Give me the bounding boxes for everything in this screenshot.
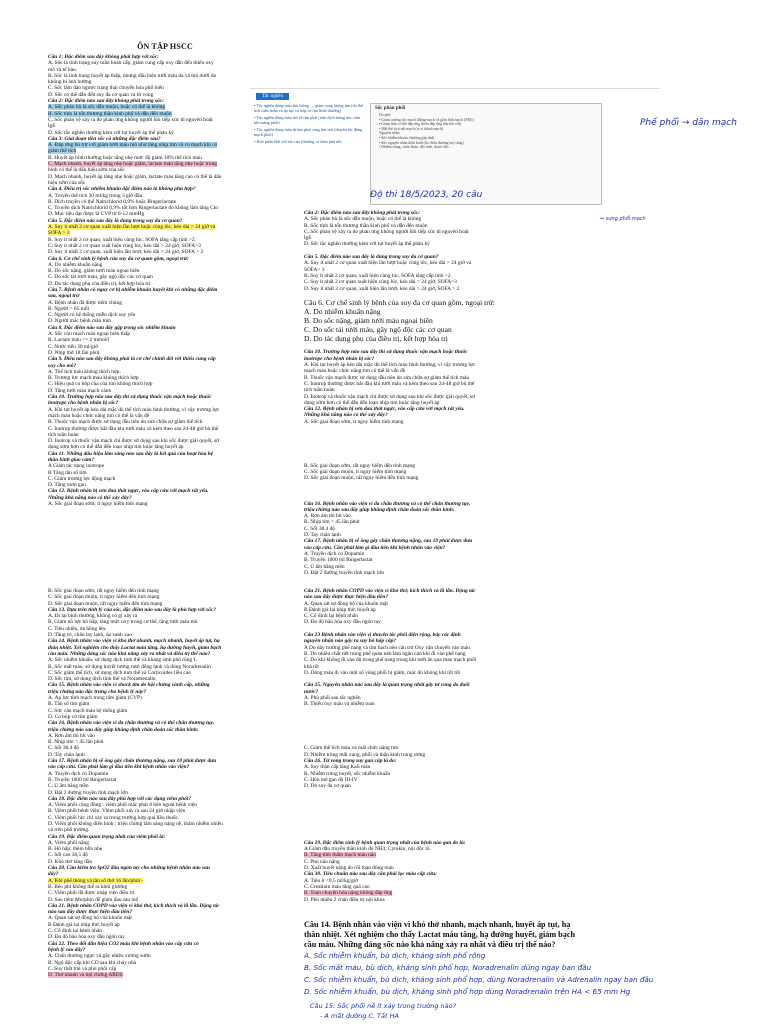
text-run: D. Inotrop và thuốc vận mạch chỉ được sử dụng sau khi sốc được giải quyết, sử (304, 393, 475, 400)
handwritten-answer: A. Sốc nhiễm khuẩn, bù dịch, kháng sinh phổ rộng (304, 951, 486, 960)
text-run: B. Sốc giai đoạn sớm, rất nguy hiểm đến tính mạng (304, 462, 415, 469)
question-14-enlarged (304, 920, 734, 950)
text-run: inotrope cho bệnh nhân bị sốc? (48, 400, 119, 407)
text-run: mạch máu hoặc chức năng tim có thể là vấn đề (48, 412, 150, 419)
text-run: C. Hiệu quả co bóp của của tim không thích hợp (48, 381, 153, 388)
text-run: Những khả năng nào có thể xảy đây? (48, 494, 132, 501)
text-run: B. Hô hấp: thêm hỗn nhẹ (48, 846, 103, 853)
handwritten-answer: B. Sốc mất máu, bù dịch, kháng sinh phổ hợp, Noradrenalin dùng ngay ban đầu (304, 963, 592, 972)
text-run (304, 444, 305, 450)
text-run: A. Truyền dịch có Dopamin (304, 550, 365, 557)
page1-right-column (304, 210, 534, 576)
text-run: B. Sốc tính là tổn thương thần kinh phổ và dẫn đến muộn (304, 222, 428, 229)
text-run: A. Sốc là tình trạng suy tuần hoàn cấp, giảm cung cấp oxy dẫn đến thiếu oxy (48, 60, 214, 67)
text-run: D. Sốc giai đoạn muộn, rất nguy hiểm đến tính mạng (48, 600, 163, 607)
text-run (304, 450, 305, 456)
page1-left-column (48, 54, 283, 507)
text-run: C. Suy ít nhất 2 cơ quan xuất hiện cùng lúc, kéo dài > 24 giờ, SOFA>3 (48, 242, 201, 249)
text-run: Câu 13. Dựa trên tính lý của sốc, đặc điểm nào sau đây là phù hợp với sốc? (48, 606, 216, 613)
text-run: Câu 21. Bệnh nhân COPD vào viện vì khó thở, kích thích và lẫ lẫn. Động tác (48, 902, 220, 909)
text-run: B. Người > 65 tuổi (48, 305, 90, 312)
text-run: D. Inotrop và thuốc vận mạch chỉ được sử dụng sau khi sốc được giải quyết, sử (48, 438, 219, 445)
text-run: đây? (48, 871, 59, 878)
question-line: cầu máu. Những đáng sốc nào khả năng xảy ra nhất và điều trị thế nào? (304, 940, 556, 949)
text-run (304, 720, 305, 726)
text-run: C. Sốc giai đoạn muộn, ít nguy hiểm đến tính mạng (48, 594, 160, 601)
page2-right-column (304, 588, 534, 903)
text-run: Câu 30. Tiêu chuẩn nào sau đây căn phải lọc máu cấp cứu: (304, 871, 437, 878)
slide-box-item: • Sốc nguyên nhân thần kinh (do chấn thương tuỷ sống) (379, 140, 464, 145)
text-run: C. Creatinin máu tăng quá cao (304, 883, 370, 890)
text-run: C. Do khí không đi vào đủ trong phế nang trong khi tưới ăn qua mao mạch phổi (304, 657, 477, 664)
text-run: C. Sốt 38,4 độ (48, 745, 80, 752)
text-run: Câu 20. Cần kiểm tra SpO2 đầu ngón tay cho những bệnh nhân nào sau (48, 865, 210, 872)
text-run (304, 727, 305, 733)
text-run: triệu chứng nào đặc trưng cho bệnh lý này? (48, 688, 147, 695)
text-run: D. Tay chân lạnh (48, 751, 85, 758)
text-run: B. Do nhiều chất tiết trong phế quản nên làm ngăn cản khí đi vào phế nang (304, 650, 466, 657)
handwritten-answers (304, 950, 734, 998)
slide-bullet: • Tắc nghẽn dòng máu từ tim phải sang tim trái (thuyên tắc động mạch phổi) (254, 127, 363, 137)
text-run: A. Truyền thể tích 30 ml/kg trong 3 giờ đầu (48, 192, 143, 199)
text-run: A. Suy thận cấp tăng Kali máu (304, 764, 371, 771)
text-run (304, 827, 305, 833)
text-run: oxy cho mô? (48, 362, 77, 369)
slide-box-item: Nguyên nhân: (379, 131, 401, 136)
text-run: B. Sốc giai đoạn sớm, rất nguy hiểm đến tính mạng (48, 588, 159, 594)
text-run: B. Sốc tính là tổn thương thần kinh phổ và dẫn đến muộn (48, 110, 172, 117)
slide-bullets (254, 103, 364, 146)
text-run: D. Do tác dụng phụ của điều trị, kết hợp hóa trị (48, 280, 151, 287)
text-run: D. Tay chân lạnh (304, 532, 341, 539)
text-run: A. Sốc giai đoạn sớm, ít nguy hiểm tính mạng (48, 501, 148, 508)
slide-tag: Tắc nghẽn (256, 93, 289, 100)
text-run: D. Mạch nhanh, huyết áp tăng nhẹ hoặc giảm, lactate máu tăng cao có thể là dấu (48, 173, 222, 180)
text-run: Câu 1: Đặc điểm sau đây không phải hợp với sốc: (48, 54, 159, 60)
text-run: D. Phù nhiều 2 chân điều trị nội khoa (304, 896, 385, 903)
text-run: C. Inotrop thường được bắt đầu khi tưới máu và kèm theo sau 24-48 giờ bù thể (48, 425, 219, 432)
document-page-1 (40, 40, 740, 576)
text-run (304, 821, 305, 827)
text-run: Câu 16. Bệnh nhân vào viện vì đa chấn thương và có thể chấn thương tụy, (48, 720, 215, 727)
text-run: B. Do sốc nặng, giảm tưới máu ngoại biên (48, 268, 140, 275)
text-run: D. Xuất huyết nặng do rối loạn đông máu (304, 865, 394, 872)
text-line (48, 501, 283, 507)
slide-box-item: • Sốc nhiễm khuẩn, thường gặp nhất (379, 135, 435, 140)
text-run: cầu máu. Những đáng sốc nào khả năng xảy ra nhất và điều trị thế nào? (48, 650, 211, 657)
text-run: Câu 14. Bệnh nhân vào viện vì khó thở nhanh, mạch nhanh, huyết áp tụt, hạ (48, 638, 220, 645)
text-run: C. Do sốc tái tưới máu, gây ngộ độc các cơ quan (48, 274, 153, 281)
text-run: C. Viêm phổi hít: chỉ xảy ra trong trường hợp quá liều thuốc. (48, 814, 180, 821)
text-run: Câu 2: Đặc điểm nào sau đây không phải trong sốc: (48, 98, 164, 105)
text-run: D. Thở nhanh và hội chứng ARDS (48, 972, 123, 979)
text-run: D. Do suy đa cơ quan (304, 783, 351, 790)
text-run: D. Sốc tim, sử dụng dịch tinh thể và Noradrenalin (48, 676, 156, 683)
slide-box-item: • Mất thể tích nội mạch (rò rỉ thành mạch) (379, 126, 444, 131)
text-run (304, 494, 305, 500)
text-run: Câu 17. Bệnh nhân bị sẽ ông gây chấn thương nặng, sau 10 phút được đưa (304, 538, 473, 545)
text-run: Câu 8. Đặc điểm nào sau đây gặp trong sốc nhiễm khuẩn (48, 324, 176, 331)
text-run: D. Khó thở tăng dần (48, 858, 93, 865)
text-run: Câu 6. Cơ chế sinh lý bệnh của suy đa cơ quan gồm, ngoại trừ: (48, 255, 189, 262)
text-run (304, 708, 305, 714)
text-run: A. Do nhiễm khuẩn nặng (48, 261, 103, 268)
text-run (304, 815, 305, 821)
text-run: triệu chứng nào sau đây giúp khẳng định chẩn đoán sốc thần kinh: (304, 506, 455, 513)
slide-box-items (371, 113, 601, 150)
text-run: C. Ủ ấm bằng mền (48, 783, 89, 790)
text-run: Câu 21. Bệnh nhân COPD vào viện vì khó thở, kích thích và lẫ lẫn. Động tác (304, 588, 476, 594)
text-run: Câu 16. Bệnh nhân vào viện vì đa chấn thương và có thể chấn thương tụy, (304, 500, 471, 507)
text-run: tích tuần hoàn (48, 431, 79, 438)
text-run: D. Mục tiêu đạt được là CVP từ 8-12 mmHg (48, 211, 145, 218)
text-run: A. Quan sát sự đồng bộ của khuôn mặt (48, 915, 132, 922)
handwritten-note: Độ thi 18/5/2023, 20 câu (370, 190, 483, 200)
text-run: C. Sốc làm đảo ngược trạng thái chuyển hóa phổ biến (48, 85, 164, 92)
text-run: C. Giảm thể tích máu và mất chức năng tim (304, 745, 399, 752)
handwritten-answer: D. Sốc nhiễm khuẩn, bù dịch, kháng sinh phổ hợp dùng Noradrenalin trên HA < 65 mm Hg (304, 987, 631, 996)
document-page-2 (40, 578, 740, 1024)
text-run (304, 733, 305, 739)
text-run: B. Suy ít nhất 2 cơ quan, xuất hiện cùng lúc, SOFA tăng cấp tính >2. (304, 272, 452, 279)
handwritten-note: Câu 15: Sốc phổi nề ít xảy trong trường nào? (310, 1002, 457, 1010)
text-run: B. Viêm phổi bệnh viện: Viêm phổi xảy ra sau 24 giờ nhập viện (48, 808, 186, 815)
text-run (304, 626, 305, 632)
text-run: B. Do sốc nặng, giảm tưới máu ngoại biên (304, 316, 433, 326)
text-run: giảm thể tích (48, 148, 77, 155)
text-run: bình có thể là dấu hiệu sớm của sốc (48, 167, 125, 174)
text-run: B, Sốc mất máu, sử dụng huyết tương tươi đông lạnh và dùng Noradrenalin (48, 663, 211, 670)
text-run: D. Suy ít nhất 2 cơ quan, xuất hiện lần lượt, kéo dài > 24 giờ, SOFA > 2 (304, 285, 460, 292)
text-run: A. Rơn âm thì hít vào (48, 732, 95, 739)
text-run: A. Thể tích máu không thích hợp. (48, 368, 121, 375)
text-run: C. Phù não nặng (304, 858, 340, 865)
text-run: A Giảm tác dụng inotrope (48, 463, 104, 470)
text-run: A. Sốc giai đoạn sớm, ít nguy hiểm tính mạng (304, 418, 404, 425)
handwritten-answer: C. Sốc nhiễm khuẩn, bù dịch, kháng sinh phổ hợp, dùng Noradrenalin và Adrenalin ngay ban đầu (304, 975, 654, 984)
text-run: vào cấp cứu. Cần phải làm gì đầu tiên khi bệnh nhân vào viện? (304, 544, 446, 551)
text-run: nào sau đây được thực hiện đầu tiên? (304, 594, 389, 601)
text-run: Câu 7. Bệnh nhân có nguy cơ bị nhiễm khuẩn huyết khi có những đặc điểm (48, 286, 218, 293)
handwritten-note: - A mất dưỡng C. Tắt HA (320, 1012, 399, 1020)
text-run: D. Nhịp thở 18 lần phút (48, 349, 100, 356)
text-run: C. Mạch nhanh, huyết áp tăng nhẹ hoặc giảm, lactate máu tăng nhẹ hoặc trung (48, 161, 217, 168)
text-run: C. Sốc phản vệ xảy ra do phản ứng không người khi tiếp xúc dị nguyên hoặc (48, 116, 214, 123)
text-run: Câu 12. Bệnh nhân bị sơn đau thắt ngực, vào cấp cứu với mạch rất yếu. (304, 406, 465, 413)
text-run: SOFA> 3 (304, 266, 325, 273)
text-run: A. Khi tụt huyết áp kéo dài mặc dù thể tích máu bình thường, vì vậy trương lực (304, 362, 476, 369)
text-run: A. Khi tụt huyết áp kéo dài mặc dù thể tích máu bình thường, vì vậy trương lực (48, 406, 220, 413)
text-run: D. Sốc giai đoạn muộn, rất nguy hiểm đến tính mạng (304, 475, 419, 482)
text-run: Câu 10. Trường hợp nào sau đây thì sử dụng thuốc vận mạch hoặc thuốc (304, 349, 468, 356)
text-run: B. Lactate máu >= 2 mmol/l (48, 337, 110, 344)
slide-bullet: • Khó phân biệt với sốc tim (thường có kèm phù nề) (254, 139, 342, 144)
slide-box-item: • Nhiễm trùng, chẩn đoán, độc tính, thuốc độc… (379, 145, 453, 150)
text-run: A. Rơn âm thì hít vào (304, 513, 351, 520)
text-run: dụng sớm hơn có thể dẫn đến loạn nhịp tim hoặc tăng huyết áp (48, 444, 184, 451)
text-run: C. Sốt 38,4 độ (304, 525, 336, 532)
text-run: D. Đặt 2 đường truyền tĩnh mạch lớn (48, 789, 128, 796)
text-run: B. Tăng tính thấm mạch máu não (304, 852, 376, 859)
text-run: D. Nhiễm trùng mất xung, phổi và thận kinh trung ương (304, 751, 426, 758)
text-run (304, 343, 305, 349)
text-run: Câu 2: Đặc điểm nào sau đây không phải trong sốc: (304, 210, 420, 216)
text-run: D. Viêm phổi không điển hình : triệu chứng lâm sàng nặng nề, thâm nhiễm nhiều (48, 820, 223, 827)
question-line: thân nhiệt. Xét nghiệm cho thấy Lactat máu tăng, hạ đường huyết, giảm bạch (304, 930, 576, 939)
text-run: C. Sốc phản vệ xảy ra do phản ứng không người khi tiếp xúc dị nguyên hoặc (304, 228, 470, 235)
text-run: C. Inotrop thường được bắt đầu khi tưới máu và kèm theo sau 24-48 giờ bù thể (304, 380, 475, 387)
text-run: A. Suy ít nhất 2 cơ quan xuất hiện lần lượt hoặc cùng lúc, kéo dài > 24 giờ và (304, 260, 472, 267)
text-run (304, 438, 305, 444)
text-run: B. Béo phì không thể ra khỏi giường (48, 883, 128, 890)
text-run: A. Sốc nhiễm khuẩn, sử dụng dịch tinh thể và kháng sinh phổ rộng L (48, 657, 197, 664)
text-run: C. Người có hệ thống miễn dịch suy yếu (48, 312, 136, 319)
text-run: không bị ảnh hưởng (48, 79, 92, 86)
text-run: A. Viêm phổi nặng (48, 839, 89, 846)
text-run: D. Đo độ bão hòa oxy đầu ngón tay (48, 934, 125, 941)
text-line (304, 325, 534, 334)
text-run: D. Sốc tắc nghẽn thường kèm với tụt huyết áp thể phân kỳ (48, 129, 174, 136)
text-run: SOFA > 3 (48, 230, 70, 237)
text-run: Câu 15. Bệnh nhân vào viện vì shock tim do hội chứng vành cấp, những (48, 682, 210, 689)
text-run: D. Dòng máu đi vào một số vùng phổi bị giảm, mặc dù không khí tốt tốt (304, 669, 461, 676)
text-run (304, 292, 305, 298)
text-run: A. Suy ít nhất 2 cơ quan xuất hiện lần lượt hoặc cùng lúc, kéo dài > 24 giờ và (48, 224, 216, 231)
text-run: B Tăng tần số tim (48, 469, 87, 476)
text-run: Câu 22. Theo dõi dẫn hiệu CO2 máu khi bệnh nhân vào cấp cứu có (48, 940, 199, 947)
text-run: B. Nhịp tim < 45 lần phút (48, 739, 104, 746)
text-run (304, 796, 305, 802)
text-run: Câu 12. Bệnh nhân bị sơn đau thắt ngực, vào cấp cứu với mạch rất yếu. (48, 488, 209, 495)
text-run (304, 802, 305, 808)
text-run (304, 714, 305, 720)
text-line (304, 570, 534, 576)
text-run: B. Truyền 1000 ml Ringerlactat (304, 557, 373, 564)
slide-bullet: • Tắc nghẽn dòng máu lưu thông → giảm cung lượng tim (do thể tích tuần hoàn và áp lực co bóp cơ tim bình thường) (254, 103, 363, 113)
text-run: nguyên nhân nào gây ra suy hô hấp cấp? (304, 638, 396, 645)
text-run: A. Quan sát sự đồng bộ của khuôn mặt (304, 600, 388, 607)
slide-box-title: Sốc phân phối (375, 106, 406, 111)
text-run: D. Đặt 2 đường truyền tĩnh mạch lớn (304, 569, 384, 576)
text-line (304, 897, 534, 903)
text-run: dụng sớm hơn có thể dẫn đến loạn nhịp tim hoặc tăng huyết áp (304, 399, 440, 406)
text-run: inotrope cho bệnh nhân bị sốc? (304, 355, 375, 362)
text-run: B. Dịch truyền có thể Natrichlorid 0,9% hoặc Ringerlactate (48, 198, 177, 205)
text-run: C. Tiêu nhiều, da hồng lên. (48, 625, 107, 632)
text-run: C. Sức cản mạch máu hệ thống giảm (48, 707, 128, 714)
text-run (304, 739, 305, 745)
text-run: Câu 10. Trường hợp nào sau đây thì sử dụng thuốc vận mạch hoặc thuốc (48, 394, 212, 401)
text-line (304, 307, 534, 316)
text-run: Câu 17. Bệnh nhân bị sẽ ông gây chấn thương nặng, sau 10 phút được đưa (48, 758, 217, 765)
text-run: C. Hôn mê gan độ III-IV (304, 776, 358, 783)
text-run (304, 431, 305, 437)
text-run: D. Do tác dụng phụ của điều trị, kết hợp hóa trị (304, 334, 448, 344)
text-run: C. Suy ít nhất 2 cơ quan xuất hiện cùng lúc, kéo dài > 24 giờ, SOFA>3 (304, 279, 457, 286)
text-run: B. Trương lực mạch máu không thích hợp (48, 375, 139, 382)
text-run: C. Sốt cao 38,5 độ (48, 852, 88, 859)
text-run: B. Sốc là tình trạng huyết áp thấp, nhưng dấu hiệu tưới máu da và mô dưới da (48, 72, 216, 79)
text-run (304, 248, 305, 254)
text-run: nước? (304, 688, 319, 695)
text-run: A. Truyền dịch có Dopamin (48, 770, 109, 777)
text-run: hiệu sớm của sốc (48, 179, 86, 186)
slide-box-item: • Giảm trương lực mạch (động mạch và giãn tĩnh mạch (NM)) (379, 117, 474, 122)
text-run: C. Viêm phổi đã được nhập viện điều trị (48, 890, 135, 897)
text-run: C. Giảm trương lực động mạch (48, 475, 116, 482)
text-run: B. Thiếu oxy máu và nhiễm toan (304, 701, 375, 708)
text-run: A. Chấn thương ngực và gây nhiều xương sườn (48, 953, 151, 960)
text-run: A. Sốc phản bù là sốc dẫn muộn, hoặc có thể là không (304, 216, 422, 223)
text-run: và trên phổ trường. (48, 827, 90, 834)
text-run: D. Sốc tắc nghẽn thường kèm với tụt huyết áp thể phân kỳ (304, 241, 430, 248)
text-run: Câu 5. Đặc điểm nào sau đây là đúng trong suy đa cơ quan? (304, 254, 439, 261)
text-run: D. Sau tiêm Morphin để giảm đau sau mổ (48, 896, 139, 903)
text-run: B. Tần số tim giảm (48, 701, 90, 708)
text-line (304, 334, 534, 343)
text-run: thân nhiệt. Xét nghiệm cho thấy Lactat máu tăng, hạ đường huyết, giảm bạch (48, 644, 222, 651)
handwritten-note: ↔ sưng phổi mạch (600, 216, 646, 222)
text-run: A. Đáp ứng bù trừ với giảm tưới máu mô như tăng nhịp tim và co mạch khi có (48, 142, 218, 149)
text-run: D. Tăng tưới máu mạch vành (48, 387, 112, 394)
text-run: B. Nhịp tim < 45 lần phút (304, 519, 360, 526)
text-run: Câu 18. Đặc điểm nào sau đây phù hợp với các dạng viêm phổi? (48, 795, 191, 802)
text-run: C. Cố định lại bệnh nhân (304, 613, 358, 620)
text-run: C. Do sốc tái tưới máu, gây ngộ độc các cơ quan (304, 325, 452, 335)
text-run: D. Tăng mơn gan (48, 482, 86, 489)
page2-left-column (48, 588, 283, 978)
page-title: ÔN TẬP HSCC (137, 42, 193, 51)
text-run: C. Nước tiểu 30 ml/giờ (48, 343, 99, 350)
text-run (304, 482, 305, 488)
text-run: C. Cố định lại bệnh nhân (48, 928, 102, 935)
text-run: A. Phù phổi sau tắc nghẽn (304, 695, 361, 702)
slide-bullet: • Tắc nghẽn dòng máu trở về tim phải (tràn dịch màng tim, tràn khí màng phổi) (254, 115, 361, 125)
text-run: D. Đo độ bão hòa oxy đầu ngón tay (304, 619, 381, 626)
text-run: B. Thuốc vận mạch được sử dụng đầu tiên do sửa chữa sự giảm thể tích máu (304, 374, 470, 381)
text-run: Câu 29. Đặc điểm sinh lý bệnh quan trọng nhất của bệnh nào gan do là: (304, 839, 466, 846)
text-run: A Do dây trướng phế nang và tim bạch nên cản trở Oxy vận chuyển vào máu (304, 644, 470, 651)
question-line: Câu 14. Bệnh nhân vào viện vì khó thở nhanh, mạch nhanh, huyết áp tụt, hạ (304, 920, 571, 929)
text-run: C. Sốc giai đoạn muộn, ít nguy hiểm tính mạng (304, 469, 407, 476)
text-run (304, 457, 305, 463)
text-run: D. Sốc có thể dẫn đến suy đa cơ quan và tử vong (48, 91, 154, 98)
slide-box-item: • Giảm tính cơ thể đáp ứng (kém đáp ứng hầu hết với) (379, 122, 462, 127)
text-run: B. Ngộ độc cấp khi CO sau khi cháy nhà (48, 959, 137, 966)
handwritten-note: Phế phổi → dãn mạch (640, 118, 737, 128)
text-run: triệu chứng nào sau đây giúp khẳng định chẩn đoán sốc thần kinh: (48, 726, 199, 733)
text-run: Câu 9. Điều nào sau đây không phải là cơ chế chính đối với thiếu cung cấp (48, 356, 216, 363)
text-run: C. Suy thất trái và phù phổi cấp (48, 965, 117, 972)
text-run (304, 808, 305, 814)
text-run (304, 834, 305, 840)
text-run (304, 425, 305, 431)
text-run: lgE (304, 235, 312, 242)
text-run (304, 488, 305, 494)
text-run (304, 790, 305, 796)
text-run: C. Truyền dịch Natrichlorid 0,9% tốt hơn Ringerlactate do không làm tăng Clo (48, 205, 218, 212)
text-run: thần kinh giao cảm? (48, 457, 94, 463)
text-run: mô và tế bào. (48, 66, 78, 73)
text-run: B. Nhiễm trùng huyết, sốc nhiễm khuẩn (304, 770, 391, 777)
text-run: D. Suy ít nhất 2 cơ quan, xuất hiện lần lượt, kéo dài > 24 giờ, SOFA > 2 (48, 249, 204, 256)
text-run: B. Toan chuyển hóa nặng không đáp ứng (304, 890, 393, 897)
text-run: B. Truyền 1000 ml Ringerlactat (48, 776, 117, 783)
text-run: Câu 6. Cơ chế sinh lý bệnh của suy đa cơ quan gồm, ngoại trừ: (304, 298, 495, 308)
text-run: A. Áp lực tĩnh mạch trung tâm giảm (CVP) (48, 695, 142, 702)
text-run: A. Bệnh nhân đã được tiêm chủng (48, 299, 122, 306)
text-run: C. Ủ ấm bằng mền (304, 563, 345, 570)
text-run: khả tốt (304, 663, 319, 670)
text-run: B Đánh giá lại nhịp thở, huyết áp (48, 921, 120, 928)
text-run: sau, ngoại trừ (48, 293, 80, 300)
text-run: A. Sốc còn mạch máu ngoại biên thấp (48, 331, 131, 338)
text-run: Câu 23 Bệnh nhân vào viện vì thuyên tắc phổi diện rộng, bây các định (304, 632, 461, 639)
text-run: tích tuần hoàn (304, 387, 335, 394)
text-run: D. Tăng tri, chân tay lạnh, da xanh xao (48, 632, 132, 639)
text-run: A. Sốc phản bù là sốc dẫn muộn, hoặc có thể là không (48, 104, 166, 111)
text-run: Những khả năng nào có thể xảy đây? (304, 412, 388, 419)
text-run: Câu 25. Nguyên nhân nào sau đây là quan trọng nhất gây tử vong do đuối (304, 682, 470, 689)
text-run: C. Sốc giảm thể tích, sử dụng dịch tinh thể và Corticoides liều cao (48, 669, 191, 676)
text-run: B, Giảm nồ lực hô hấp, tăng mức oxy trong cơ thể, tăng tưới máu mô (48, 619, 198, 626)
text-run: nào sau đây được thực hiện đầu tiên? (48, 909, 133, 916)
text-run: D. Người mắc bệnh mãn tính (48, 318, 111, 325)
text-line (304, 298, 534, 307)
text-run: A. Do nhiễm khuẩn nặng (304, 307, 381, 317)
text-run: D. Co bóp cơ tim giảm (48, 713, 98, 720)
text-run: B. Suy ít nhất 2 cơ quan, xuất hiện cùng lúc, SOFA tăng cấp tính >2. (48, 236, 196, 243)
text-run: A. Đi lại bình thường, không có gì xảy ra (48, 613, 138, 620)
text-run: B. Thuốc vận mạch được sử dụng đầu tiên do sửa chữa sự giảm thể tích (48, 419, 203, 426)
text-run: lgE (48, 123, 56, 130)
text-run: Câu 11. Những dấu hiệu lâm sàng nào sau đây là kết quả của hoạt hóa hệ (48, 450, 214, 457)
text-run: vào cấp cứu. Cần phải làm gì đầu tiên khi bệnh nhân vào viện? (48, 764, 190, 771)
text-run: A. Viêm phổi cộng đồng : viêm phổi mắc phải ở bên ngoài bệnh viện (48, 802, 197, 809)
text-run: Câu 5. Đặc điểm nào sau đây là đúng trong suy đa cơ quan? (48, 217, 183, 224)
text-line (48, 972, 283, 978)
text-run: A. Khi phế thông và tần số thở 16 lần/phút - (48, 877, 144, 884)
text-run: mạch máu hoặc chức năng tim có thể là vấn đề (304, 368, 406, 375)
text-run: bệnh lý sau đây? (48, 946, 86, 953)
text-run: Câu 4. Điều trị sốc nhiễm khuẩn đặc điểm nào là không phù hợp? (48, 186, 196, 193)
text-line (304, 316, 534, 325)
text-run: A Giảm dẫn truyền thần kinh do NH3, Cytokin, nội độc tố. (304, 846, 431, 853)
text-run: Câu 26. Tử vong trong suy gan cấp là do: (304, 758, 397, 765)
text-run: B Đánh giá lại nhịp thở, huyết áp (304, 606, 376, 613)
text-run: B. Huyết áp bình thường hoặc tăng nhẹ mức độ giảm 10% thể tích máu (48, 154, 202, 161)
text-run (304, 676, 305, 682)
text-run: A. Tiêu ít <0,5 ml/kg/giờ (304, 877, 359, 884)
slide-box-item: Do phế: (379, 113, 392, 117)
text-run: Câu 19. Đặc điểm quan trọng nhất của viêm phổi là: (48, 833, 166, 840)
text-run: Câu 3: Giai đoạn tiền sốc có những đặc điểm sau? (48, 135, 161, 142)
